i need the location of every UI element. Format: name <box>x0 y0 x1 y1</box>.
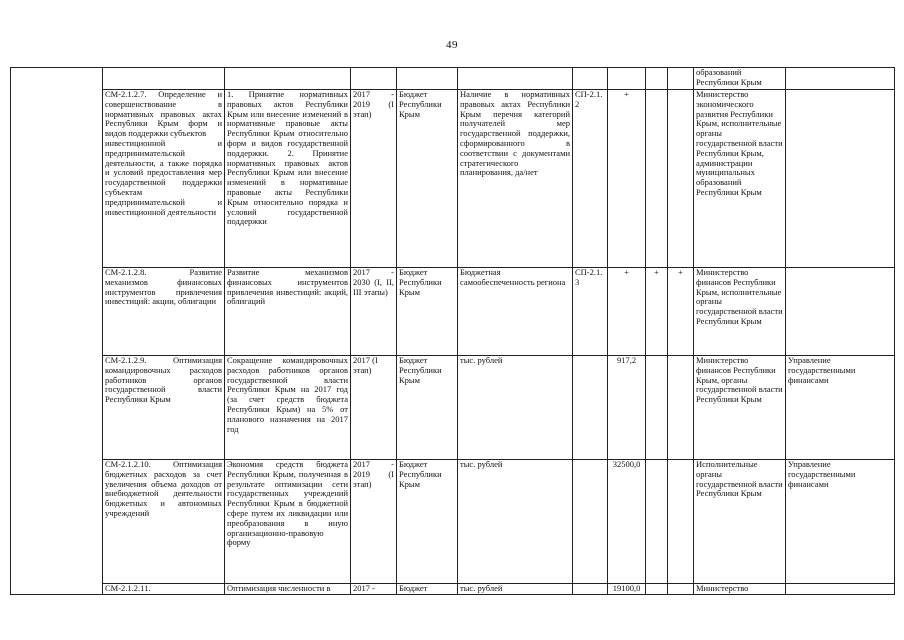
table-row <box>11 584 895 595</box>
sector-cell <box>786 90 895 268</box>
page-number: 49 <box>446 39 458 51</box>
sp-cell <box>573 460 608 584</box>
value-3-cell <box>668 460 694 584</box>
table-row <box>11 90 895 268</box>
value-3-cell: + <box>668 268 694 356</box>
value-2-cell <box>646 356 668 460</box>
value-1-cell: 917,2 <box>608 356 646 460</box>
value-3-cell <box>668 584 694 595</box>
period-cell: 2017 (I этап) <box>351 356 397 460</box>
action-cell: Оптимизация численности в <box>225 584 351 595</box>
period-cell: 2017 - 2030 (I, II, III этапы) <box>351 268 397 356</box>
value-3-cell <box>668 68 694 90</box>
measure-cell: СМ-2.1.2.8. Развитие механизмов финансовых инструментов привлечения инвестиций: акции, облигации <box>103 268 225 356</box>
period-cell: 2017 - <box>351 584 397 595</box>
indicator-cell: тыс. рублей <box>458 356 573 460</box>
value-2-cell: + <box>646 268 668 356</box>
measure-cell: СМ-2.1.2.11. <box>103 584 225 595</box>
measure-cell: СМ-2.1.2.10. Оптимизация бюджетных расходов за счет увеличения объема доходов от внебюджетной деятельности бюджетных и автономных учреждений <box>103 460 225 584</box>
sector-cell <box>786 268 895 356</box>
action-cell: Экономия средств бюджета Республики Крым, полученная в результате оптимизации сети государственных учреждений Республики Крым в бюджетной сфере путем их ликвидации или преобразования в иную организационно-правовую форму <box>225 460 351 584</box>
source-cell: Бюджет Республики Крым <box>397 356 458 460</box>
sector-cell: Управление государственными финансами <box>786 460 895 584</box>
value-3-cell <box>668 356 694 460</box>
value-1-cell: 19100,0 <box>608 584 646 595</box>
sp-cell <box>573 68 608 90</box>
value-2-cell <box>646 460 668 584</box>
executor-cell: Исполнительные органы государственной власти Республики Крым <box>694 460 786 584</box>
sector-cell <box>786 584 895 595</box>
indicator-cell: Бюджетная самообеспеченность региона <box>458 268 573 356</box>
executor-cell: Министерство финансов Республики Крым, органы государственной власти Республики Крым <box>694 356 786 460</box>
sp-cell: СП-2.1.3 <box>573 268 608 356</box>
left-margin-cell <box>11 68 103 595</box>
value-2-cell <box>646 68 668 90</box>
indicator-cell <box>458 68 573 90</box>
action-cell: Развитие механизмов финансовых инструментов привлечения инвестиций: акций, облигаций <box>225 268 351 356</box>
executor-cell: Министерство финансов Республики Крым, исполнительные органы государственной власти Республики Крым <box>694 268 786 356</box>
value-1-cell: + <box>608 268 646 356</box>
sector-cell: Управление государственными финансами <box>786 356 895 460</box>
period-cell <box>351 68 397 90</box>
source-cell: Бюджет <box>397 584 458 595</box>
executor-cell: Министерство <box>694 584 786 595</box>
value-2-cell <box>646 584 668 595</box>
value-3-cell <box>668 90 694 268</box>
value-1-cell: + <box>608 90 646 268</box>
executor-cell: Министерство экономического развития Республики Крым, исполнительные органы государственной власти Республики Крым, администрации муниципальных образований Республики Крым <box>694 90 786 268</box>
table-row <box>11 68 895 90</box>
indicator-cell: Наличие в нормативных правовых актах Республики Крым перечня категорий получателей мер государственной поддержки, сформированного в соответствии с документами стратегического планирования, да/нет <box>458 90 573 268</box>
indicator-cell: тыс. рублей <box>458 584 573 595</box>
value-1-cell <box>608 68 646 90</box>
value-1-cell: 32500,0 <box>608 460 646 584</box>
period-cell: 2017 - 2019 (I этап) <box>351 90 397 268</box>
action-cell: Сокращение командировочных расходов работников органов государственной власти Республики Крым на 2017 год (за счет средств бюджета Республики Крым) на 5% от планового назначения на 2017 год <box>225 356 351 460</box>
measure-cell <box>103 68 225 90</box>
measures-table <box>10 67 895 595</box>
value-2-cell <box>646 90 668 268</box>
period-cell: 2017 - 2019 (I этап) <box>351 460 397 584</box>
executor-cell: образований Республики Крым <box>694 68 786 90</box>
indicator-cell: тыс. рублей <box>458 460 573 584</box>
measure-code-text: СМ-2.1.2.7. Определение и совершенствование в нормативных правовых актах Республики Крым форм и видов поддержки субъектов <box>105 89 222 139</box>
table-row <box>11 460 895 584</box>
action-cell: 1. Принятие нормативных правовых актов Республики Крым или внесение изменений в нормативные правовые акты Республики Крым относительно форм и видов государственной поддержки. 2. Принятие нормативных правовых актов Республики Крым или внесение изменений в нормативные правовые акты Республики Крым относительно порядка и условий государственной поддержки <box>225 90 351 268</box>
action-cell <box>225 68 351 90</box>
table-row <box>11 356 895 460</box>
source-cell <box>397 68 458 90</box>
measure-cell <box>103 90 225 268</box>
sp-cell: СП-2.1.2 <box>573 90 608 268</box>
sp-cell <box>573 356 608 460</box>
source-cell: Бюджет Республики Крым <box>397 90 458 268</box>
sector-cell <box>786 68 895 90</box>
measure-cell: СМ-2.1.2.9. Оптимизация командировочных расходов работников органов государственной власти Республики Крым <box>103 356 225 460</box>
sp-cell <box>573 584 608 595</box>
measure-continuation-text: инвестиционной и предпринимательской деятельности, а также порядка и условий предоставления мер государственной поддержки субъектам предпринимательской и инвестиционной деятельности <box>105 137 222 217</box>
source-cell: Бюджет Республики Крым <box>397 268 458 356</box>
source-cell: Бюджет Республики Крым <box>397 460 458 584</box>
table-row <box>11 268 895 356</box>
